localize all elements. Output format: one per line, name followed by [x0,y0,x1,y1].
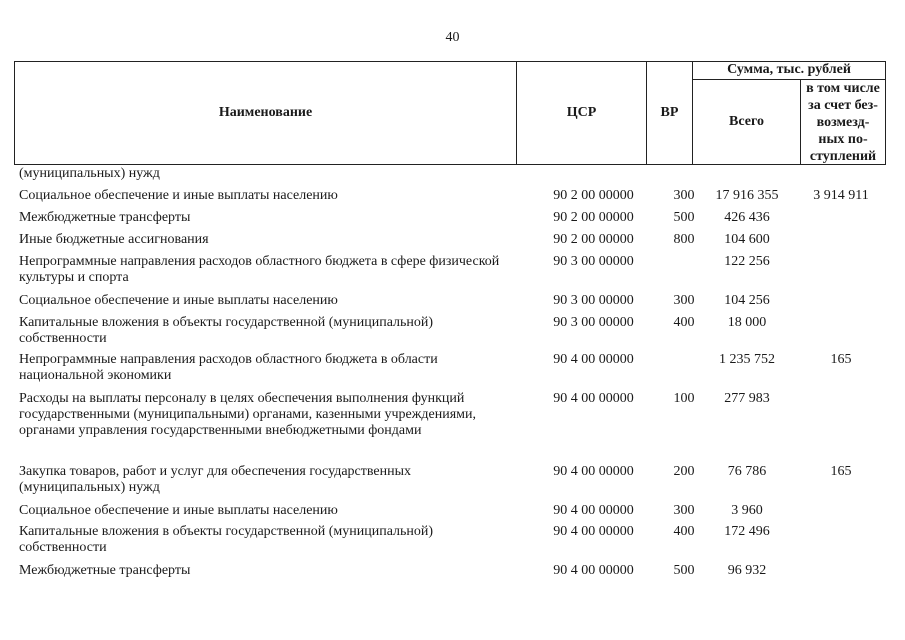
row-total: 1 235 752 [719,352,775,367]
header-gratis-line: за счет без- [808,97,878,113]
row-total: 3 960 [731,503,763,518]
row-vr: 800 [673,232,695,247]
row-csr: 90 4 00 00000 [553,563,634,578]
row-vr: 300 [673,503,695,518]
row-vr: 100 [673,391,695,406]
border-right [885,61,886,165]
header-gratis-line: в том числе [806,80,880,96]
header-total: Всего [729,114,764,129]
row-vr: 500 [673,563,695,578]
row-vr: 500 [673,210,695,225]
row-name: Межбюджетные трансферты [19,210,191,225]
header-vr: ВР [660,104,679,120]
row-total: 76 786 [727,464,767,479]
row-csr: 90 4 00 00000 [553,464,634,479]
row-csr: 90 4 00 00000 [553,524,634,539]
page-number: 40 [445,30,460,45]
row-name: Расходы на выплаты персоналу в целях обеспечения выполнения функций государственными (муниципальными) органами, казенными учреждениями, органами управления государственными внебюджетными фондами [19,391,476,438]
row-csr: 90 2 00 00000 [553,232,634,247]
row-name: Капитальные вложения в объекты государственной (муниципальной) собственности [19,315,434,346]
row-csr: 90 3 00 00000 [553,315,634,330]
row-csr: 90 3 00 00000 [553,293,634,308]
header-csr: ЦСР [566,104,597,120]
row-name: Социальное обеспечение и иные выплаты населению [19,293,338,308]
row-name: Капитальные вложения в объекты государственной (муниципальной) собственности [19,524,434,555]
row-csr: 90 2 00 00000 [553,210,634,225]
row-csr: 90 4 00 00000 [553,391,634,406]
row-total: 122 256 [724,254,770,269]
row-name: Иные бюджетные ассигнования [19,232,209,247]
row-name: Закупка товаров, работ и услуг для обеспечения государственных (муниципальных) нужд [19,464,412,495]
row-csr: 90 2 00 00000 [553,188,634,203]
row-name: Межбюджетные трансферты [19,563,191,578]
row-total: 104 600 [724,232,770,247]
row-total: 277 983 [724,391,770,406]
header-gratis-line: ступлений [809,148,877,164]
row-total: 18 000 [727,315,767,330]
row-csr: 90 4 00 00000 [553,352,634,367]
header-bottom-border [14,164,886,165]
row-total: 96 932 [727,563,767,578]
row-total: 17 916 355 [715,188,779,203]
row-gratis: 165 [830,464,852,479]
row-gratis: 165 [830,352,852,367]
row-name: Социальное обеспечение и иные выплаты населению [19,503,338,518]
row-total: 104 256 [724,293,770,308]
row-vr: 300 [673,293,695,308]
row-vr: 400 [673,524,695,539]
header-gratis [801,80,885,164]
row-total: 426 436 [724,210,770,225]
row-name: Непрограммные направления расходов областного бюджета в области национальной экономики [19,352,438,383]
header-gratis-line: ных по- [818,131,868,147]
row-name: (муниципальных) нужд [19,166,160,181]
row-vr: 400 [673,315,695,330]
header-sum: Сумма, тыс. рублей [727,62,851,77]
row-vr: 200 [673,464,695,479]
header-gratis-line: возмезд- [816,114,870,130]
row-name: Непрограммные направления расходов областного бюджета в сфере физической культуры и спорта [19,254,500,285]
row-vr: 300 [673,188,695,203]
row-csr: 90 3 00 00000 [553,254,634,269]
row-csr: 90 4 00 00000 [553,503,634,518]
row-gratis: 3 914 911 [813,188,869,203]
header-name: Наименование [218,104,313,120]
row-total: 172 496 [724,524,770,539]
row-name: Социальное обеспечение и иные выплаты населению [19,188,338,203]
table-header [14,61,886,165]
